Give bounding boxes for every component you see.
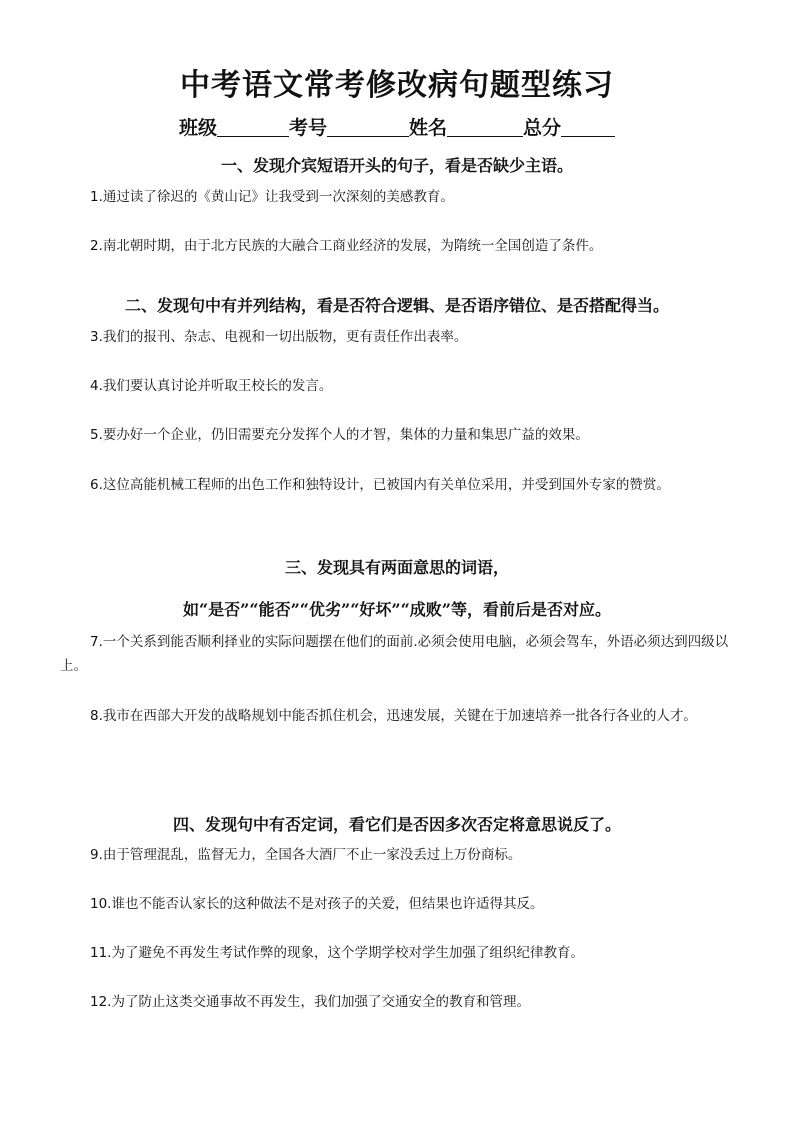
question-10: 10.谁也不能否认家长的这种做法不是对孩子的关爱，但结果也许适得其反。: [90, 896, 544, 912]
question-12: 12.为了防止这类交通事故不再发生，我们加强了交通安全的教育和管理。: [90, 994, 530, 1010]
question-5: 5.要办好一个企业，仍旧需要充分发挥个人的才智，集体的力量和集思广益的效果。: [90, 427, 589, 443]
score-label: 总分: [523, 117, 562, 139]
section-1-heading: 一、发现介宾短语开头的句子，看是否缺少主语。: [220, 156, 573, 175]
number-label: 考号: [288, 117, 327, 139]
question-7: 7.一个关系到能否顺利择业的实际问题摆在他们的面前.必须会使用电脑，必须会驾车，外语必须达到四级以上。: [60, 634, 729, 674]
section-4-heading: 四、发现句中有否定词，看它们是否因多次否定将意思说反了。: [172, 815, 621, 834]
section-3-subheading: 如“是否”“能否”“优劣”“好坏”“成败”等，看前后是否对应。: [182, 600, 612, 619]
section-3-heading: 三、发现具有两面意思的词语，: [284, 558, 509, 577]
page-title: 中考语文常考修改病句题型练习: [180, 68, 614, 103]
question-9: 9.由于管理混乱，监督无力，全国各大酒厂不止一家没丢过上万份商标。: [90, 847, 522, 863]
section-2-heading: 二、发现句中有并列结构，看是否符合逻辑、是否语序错位、是否搭配得当。: [124, 296, 669, 315]
question-1: 1.通过读了徐迟的《黄山记》让我受到一次深刻的美感教育。: [90, 189, 454, 205]
name-blank: [447, 118, 523, 137]
class-label: 班级: [178, 117, 217, 139]
question-4: 4.我们要认真讨论并听取王校长的发言。: [90, 378, 333, 394]
name-label: 姓名: [409, 117, 448, 139]
number-blank: [327, 118, 409, 137]
question-8: 8.我市在西部大开发的战略规划中能否抓住机会，迅速发展，关键在于加速培养一批各行各业的人才。: [90, 708, 697, 724]
question-11: 11.为了避免不再发生考试作弊的现象，这个学期学校对学生加强了组织纪律教育。: [90, 945, 584, 961]
question-3: 3.我们的报刊、杂志、电视和一切出版物，更有责任作出表率。: [90, 329, 468, 345]
question-2: 2.南北朝时期，由于北方民族的大融合工商业经济的发展，为隋统一全国创造了条件。: [90, 238, 603, 254]
class-blank: [217, 118, 289, 137]
question-6: 6.这位高能机械工程师的出色工作和独特设计，已被国内有关单位采用，并受到国外专家的赞赏。: [90, 477, 670, 493]
student-info-line: [0, 113, 794, 140]
score-blank: [561, 118, 615, 137]
